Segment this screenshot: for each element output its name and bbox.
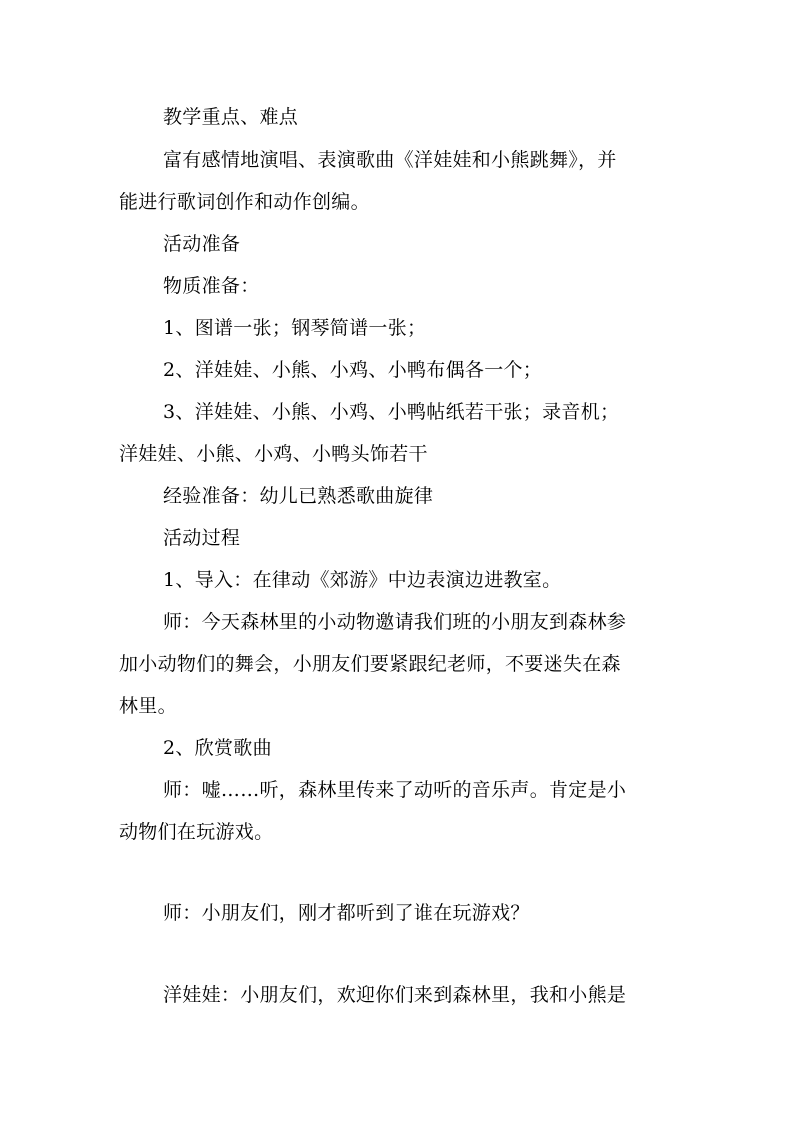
list-item: 3、洋娃娃、小熊、小鸡、小鸭帖纸若干张；录音机； <box>163 401 620 423</box>
dialogue-line: 洋娃娃：小朋友们，欢迎你们来到森林里，我和小熊是 <box>163 984 627 1006</box>
subheading-material-preparation: 物质准备： <box>163 275 260 297</box>
paragraph-line: 富有感情地演唱、表演歌曲《洋娃娃和小熊跳舞》，并 <box>163 149 617 171</box>
heading-teaching-focus: 教学重点、难点 <box>163 106 299 128</box>
heading-activity-process: 活动过程 <box>163 527 241 549</box>
process-step: 2、欣赏歌曲 <box>163 737 272 759</box>
dialogue-line: 动物们在玩游戏。 <box>119 821 274 843</box>
dialogue-line: 师：今天森林里的小动物邀请我们班的小朋友到森林参 <box>163 611 627 633</box>
list-item: 2、洋娃娃、小熊、小鸡、小鸭布偶各一个； <box>163 359 543 381</box>
heading-activity-preparation: 活动准备 <box>163 233 241 255</box>
subheading-experience-preparation: 经验准备：幼儿已熟悉歌曲旋律 <box>163 485 434 507</box>
dialogue-line: 师：小朋友们，刚才都听到了谁在玩游戏？ <box>163 902 530 924</box>
dialogue-line: 加小动物们的舞会，小朋友们要紧跟纪老师，不要迷失在森 <box>119 653 621 675</box>
dialogue-line: 林里。 <box>119 695 177 717</box>
process-step: 1、导入：在律动《郊游》中边表演边进教室。 <box>163 569 562 591</box>
list-item-continuation: 洋娃娃、小熊、小鸡、小鸭头饰若干 <box>119 443 428 465</box>
dialogue-line: 师：嘘……听，森林里传来了动听的音乐声。肯定是小 <box>163 779 627 801</box>
paragraph-line: 能进行歌词创作和动作创编。 <box>119 191 370 213</box>
list-item: 1、图谱一张；钢琴简谱一张； <box>163 317 427 339</box>
